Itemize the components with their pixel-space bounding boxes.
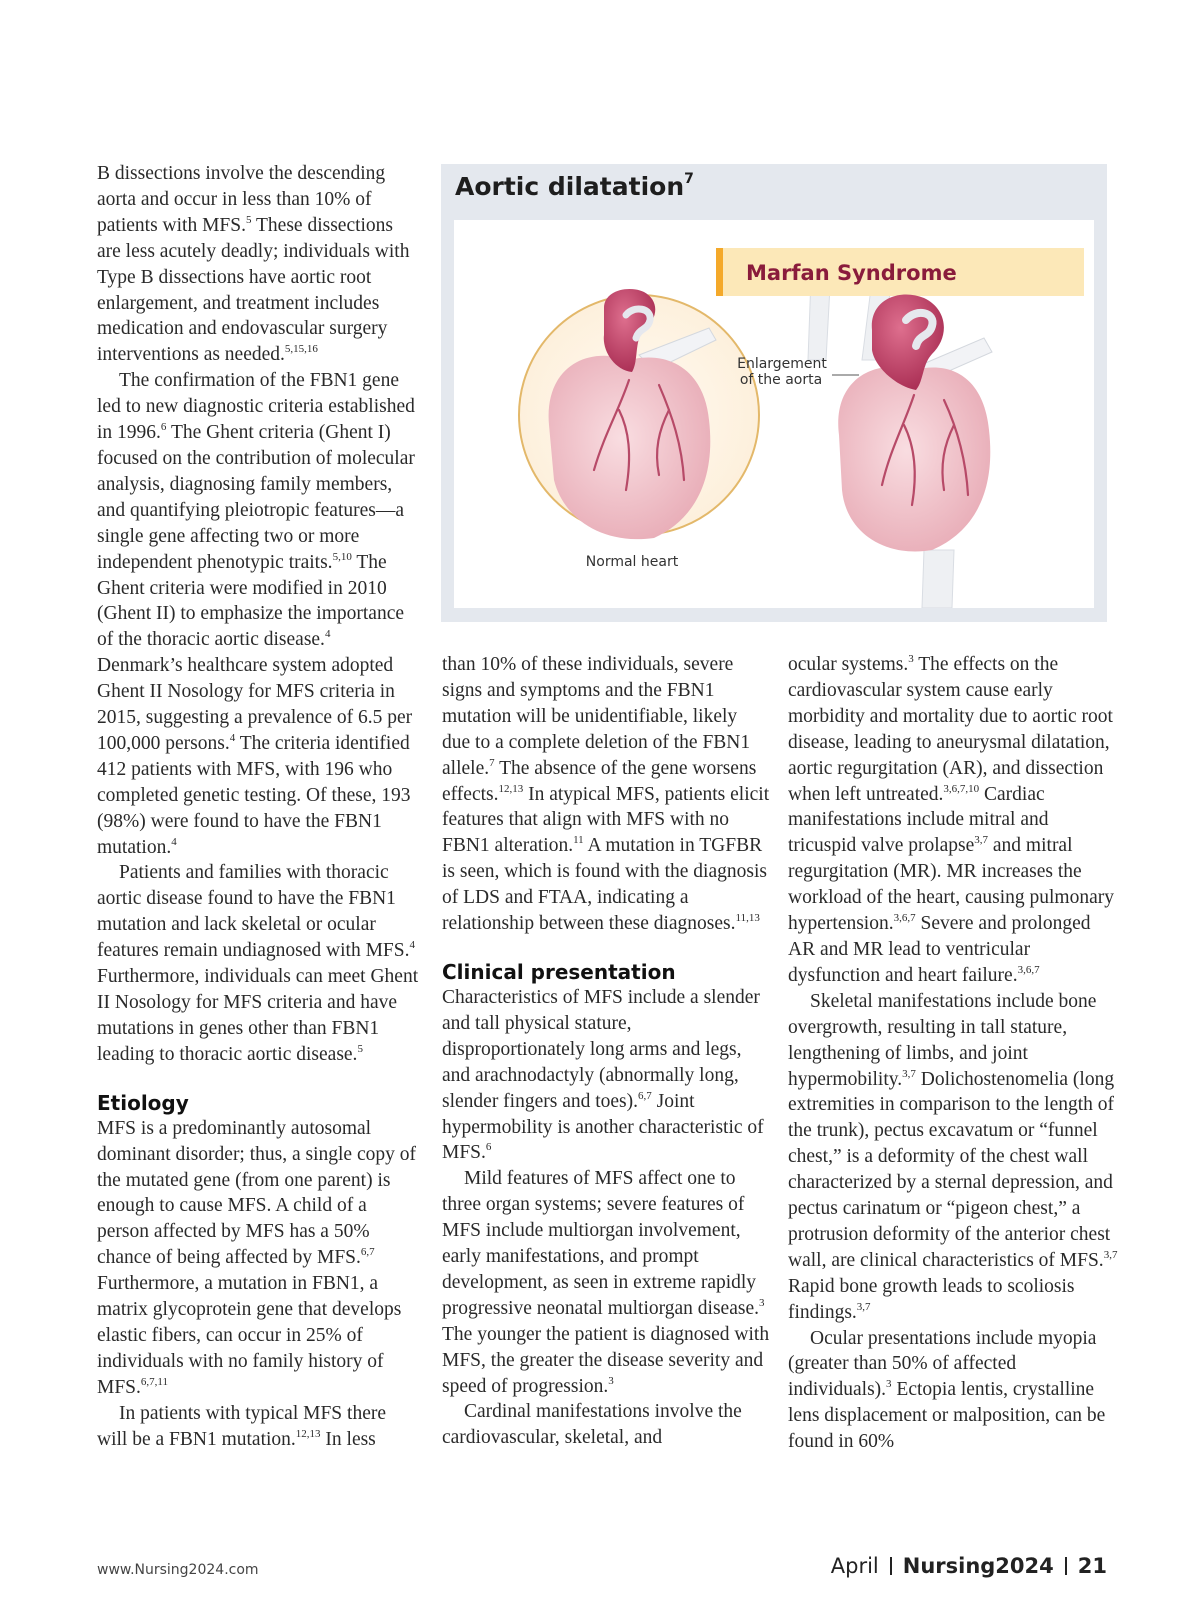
paragraph: ocular systems.$^3$ The effects on the cardiovascular system cause early morbidity and mortality due to aortic root disease, leading to aneurysmal dilatation, aortic regurgitation (AR), and dissection when left untreated.$^{3,6,7,10}$ Cardiac manifestations include mitral and tricuspid valve prolapse$^{3,7}$ and mitral regurgitation (MR). MR increases the workload of the heart, causing pulmonary hypertension.$^{3,6,7}$ Severe and prolonged AR and MR lead to ventricular dysfunction and heart failure.$^{3,6,7}$: [788, 653, 1114, 986]
footer-url-link[interactable]: www.Nursing2024.com: [97, 1562, 259, 1578]
paragraph: Characteristics of MFS include a slender and tall physical stature, disproportionately long arms and legs, and arachnodactyly (abnormally long, slender fingers and toes).$^{6,7}$ Joint hypermobility is another characteristic of MFS.$^6$: [442, 986, 764, 1164]
text-column-2: [442, 652, 770, 1451]
paragraph: Ocular presentations include myopia (greater than 50% of affected individuals).$^3$ Ectopia lentis, crystalline lens displacement or malposition, can be found in 60%: [788, 1327, 1106, 1453]
paragraph: Cardinal manifestations involve the cardiovascular, skeletal, and: [442, 1401, 742, 1449]
aortic-dilatation-figure: [441, 164, 1107, 622]
page-number: 21: [1077, 1554, 1107, 1578]
banner-text: Marfan Syndrome: [746, 261, 957, 285]
footer-page-info: [831, 1554, 1107, 1578]
heart-illustration: [454, 220, 1094, 608]
footer-month: April: [830, 1554, 879, 1578]
paragraph: Patients and families with thoracic aortic disease found to have the FBN1 mutation and lack skeletal or ocular features remain undiagnosed with MFS.$^4$ Furthermore, individuals can meet Ghent II Nosology for MFS criteria and have mutations in genes other than FBN1 leading to thoracic aortic disease.$^5$: [97, 862, 419, 1065]
footer-magazine-name: Nursing2024: [902, 1554, 1054, 1578]
paragraph: B dissections involve the descending aorta and occur in less than 10% of patients with MFS.$^5$ These dissections are less acutely deadly; individuals with Type B dissections have aortic root enlargement, and treatment includes medication and endovascular surgery interventions as needed.$^{5,15,16}$: [97, 163, 410, 366]
paragraph: Mild features of MFS affect one to three organ systems; severe features of MFS include multiorgan involvement, early manifestations, and prompt development, as seen in extreme rapidly progressive neonatal multiorgan disease.$^3$ The younger the patient is diagnosed with MFS, the greater the disease severity and speed of progression.$^3$: [442, 1168, 770, 1397]
label-enlargement: Enlargement: [737, 356, 827, 372]
label-of-the-aorta: of the aorta: [739, 372, 823, 388]
marfan-syndrome-banner: [716, 248, 1084, 296]
paragraph: than 10% of these individuals, severe signs and symptoms and the FBN1 mutation will be unidentifiable, likely due to a complete deletion of the FBN1 allele.$^7$ The absence of the gene worsens effects.$^{12,13}$ In atypical MFS, patients elicit features that align with MFS with no FBN1 alteration.$^{11}$ A mutation in TGFBR is seen, which is found with the diagnosis of LDS and FTAA, indicating a relationship between these diagnoses.$^{11,13}$: [442, 654, 770, 935]
text-column-1: [97, 161, 419, 1453]
footer-divider: [890, 1557, 892, 1575]
figure-title: Aortic dilatation$^7$: [455, 171, 694, 201]
paragraph: MFS is a predominantly autosomal dominant disorder; thus, a single copy of the mutated gene (from one parent) is enough to cause MFS. A child of a person affected by MFS has a 50% chance of being affected by MFS.$^{6,7}$ Furthermore, a mutation in FBN1, a matrix glycoprotein gene that develops elastic fibers, can occur in 25% of individuals with no family history of MFS.$^{6,7,11}$: [97, 1117, 416, 1398]
text-column-3: [788, 652, 1118, 1455]
paragraph: In patients with typical MFS there will be a FBN1 mutation.$^{12,13}$ In less: [97, 1402, 387, 1450]
section-heading-clinical-presentation: Clinical presentation: [442, 959, 676, 984]
paragraph: The confirmation of the FBN1 gene led to new diagnostic criteria established in 1996.$^6$ The Ghent criteria (Ghent I) focused on the contribution of molecular analysis, diagnosing family members, and quantifying pleiotropic features—a single gene affecting two or more independent phenotypic traits.$^{5,10}$ The Ghent criteria were modified in 2010 (Ghent II) to emphasize the importance of the thoracic aortic disease.$^4$ Denmark’s healthcare system adopted Ghent II Nosology for MFS criteria in 2015, suggesting a prevalence of 6.5 per 100,000 persons.$^4$ The criteria identified 412 patients with MFS, with 196 who completed genetic testing. Of these, 193 (98%) were found to have the FBN1 mutation.$^4$: [97, 370, 415, 858]
paragraph: Skeletal manifestations include bone overgrowth, resulting in tall stature, lengthening of limbs, and joint hypermobility.$^{3,7}$ Dolichostenomelia (long extremities in comparison to the length of the trunk), pectus excavatum or “funnel chest,” is a deformity of the chest wall characterized by a sternal depression, and pectus carinatum or “pigeon chest,” a protrusion deformity of the anterior chest wall, are clinical characteristics of MFS.$^{3,7}$ Rapid bone growth leads to scoliosis findings.$^{3,7}$: [788, 990, 1118, 1323]
footer-divider: [1065, 1557, 1067, 1575]
section-heading-etiology: Etiology: [97, 1090, 189, 1115]
label-normal-heart: Normal heart: [585, 554, 679, 570]
